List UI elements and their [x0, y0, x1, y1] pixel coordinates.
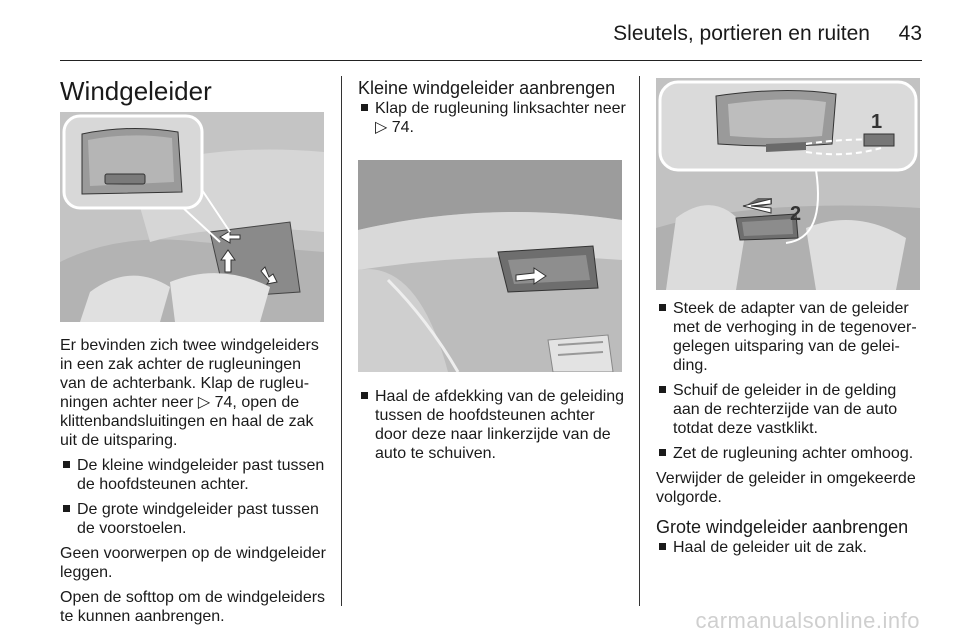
running-title: Sleutels, portieren en ruiten: [613, 22, 870, 45]
column-divider-2: [639, 76, 640, 606]
header-rule: [60, 60, 922, 61]
list-item: Klap de rugleuning linksachter neer ▷ 74.: [358, 99, 626, 137]
softtop-paragraph: Open de softtop om de windgeleiders te kunnen aanbrengen.: [60, 589, 326, 625]
column-divider-1: [341, 76, 342, 606]
section-heading-grote: Grote windgeleider aanbrengen: [656, 517, 909, 537]
bullet-square-icon: [63, 505, 70, 512]
list-item: Haal de geleider uit de zak.: [656, 538, 924, 557]
list-item: Zet de rugleuning achter omhoog.: [656, 444, 924, 463]
bullet-square-icon: [659, 449, 666, 456]
bullet-square-icon: [659, 386, 666, 393]
column-2: [358, 78, 626, 143]
watermark: carmanualsonline.info: [695, 608, 920, 633]
page-header: [0, 0, 960, 60]
section-heading-kleine: Kleine windgeleider aanbrengen: [358, 78, 616, 98]
column-1-text: [60, 336, 326, 632]
bullet-square-icon: [659, 543, 666, 550]
figure-label-1: 1: [871, 111, 883, 133]
column-2-text: [358, 387, 626, 469]
figure-headrest-cover: [358, 160, 622, 372]
intro-paragraph: Er bevinden zich twee windgeleiders in een zak achter de rugleuningen van de achterbank. Klap de rugleu-ningen achter neer ▷ 74, open de klittenbandsluitingen en haal de zak uit de uitsparing.: [60, 337, 319, 449]
page-number: 43: [898, 22, 922, 45]
column-1: [60, 76, 326, 106]
column-3-text: [656, 299, 924, 563]
section-heading-windgeleider: Windgeleider: [60, 76, 212, 106]
list-item: Haal de afdekking van de geleiding tussen de hoofdsteunen achter door deze naar linkerzijde van de auto te schuiven.: [358, 387, 626, 463]
figure-windgeleider-bag: [60, 112, 324, 322]
bullet-square-icon: [361, 392, 368, 399]
figure-guide-mounting: [656, 78, 920, 290]
list-item: De grote windgeleider past tussen de voorstoelen.: [60, 500, 326, 538]
figure-label-2: 2: [790, 203, 802, 225]
list-item: Steek de adapter van de geleider met de verhoging in de tegenover-gelegen uitsparing van de gelei-ding.: [656, 299, 924, 375]
bullet-square-icon: [659, 304, 666, 311]
removal-paragraph: Verwijder de geleider in omgekeerde volgorde.: [656, 470, 916, 506]
bullet-square-icon: [63, 461, 70, 468]
list-item: De kleine windgeleider past tussen de hoofdsteunen achter.: [60, 456, 326, 494]
warning-paragraph: Geen voorwerpen op de windgeleider leggen.: [60, 545, 326, 581]
bullet-square-icon: [361, 104, 368, 111]
list-item: Schuif de geleider in de gelding aan de rechterzijde van de auto totdat deze vastklikt.: [656, 381, 924, 438]
